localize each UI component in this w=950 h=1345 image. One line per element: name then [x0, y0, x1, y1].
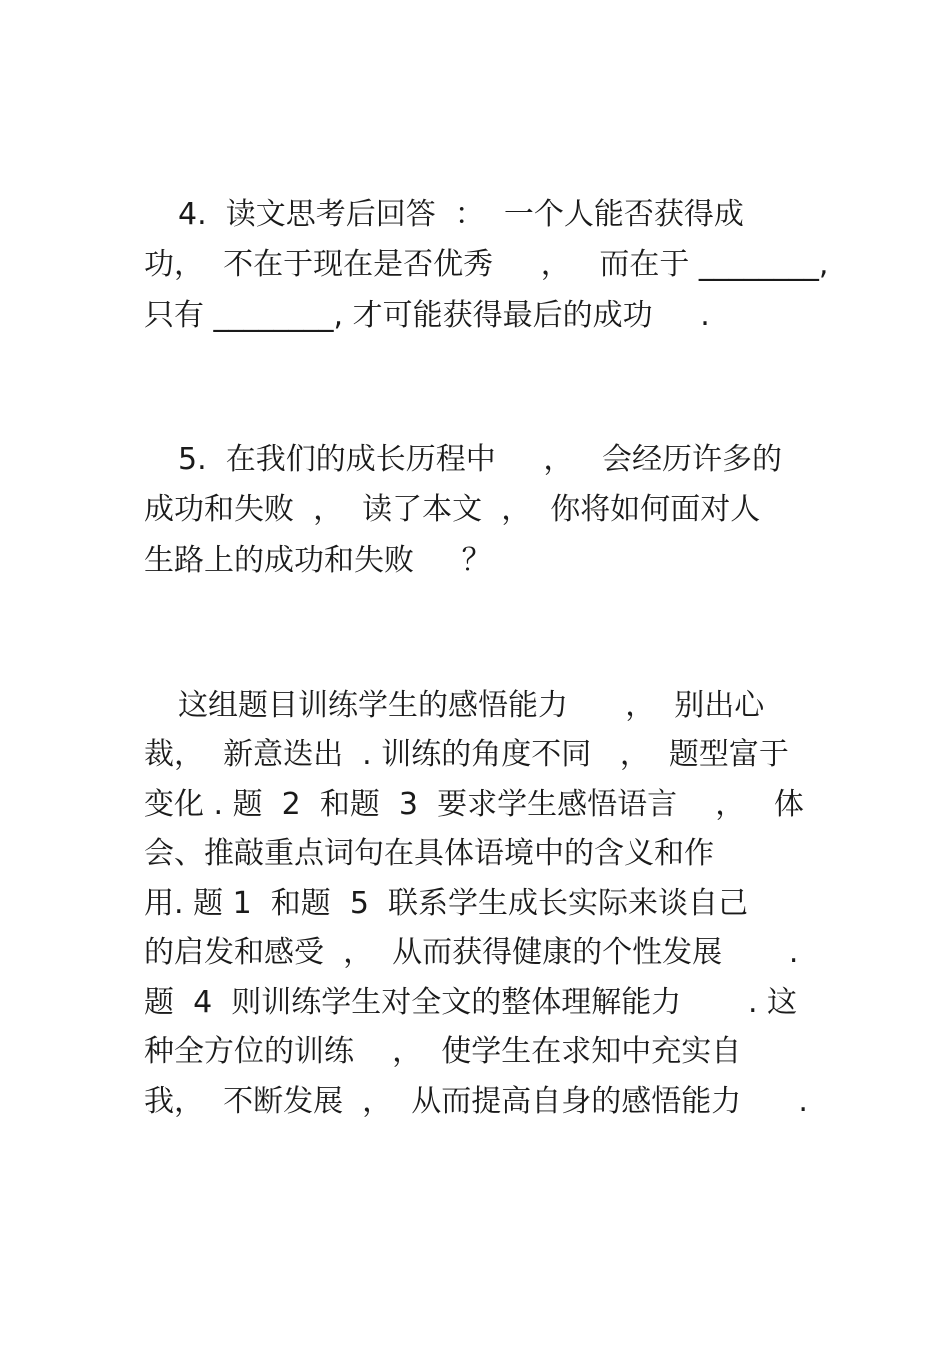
- question-4-line-2: 功， 不在于现在是否优秀 ， 而在于 ________,: [144, 247, 829, 282]
- question-5-line-2: 成功和失败 ， 读了本文 ， 你将如何面对人: [144, 492, 761, 527]
- question-4-line-3: 只有 ________, 才可能获得最后的成功 .: [144, 298, 710, 333]
- commentary-line-4: 会、推敲重点词句在具体语境中的含义和作: [144, 836, 714, 871]
- commentary-line-6: 的启发和感受 ， 从而获得健康的个性发展 .: [144, 935, 799, 970]
- commentary-line-9: 我， 不断发展 ， 从而提高自身的感悟能力 .: [144, 1084, 808, 1119]
- commentary-line-5: 用. 题 1 和题 5 联系学生成长实际来谈自己: [144, 886, 748, 921]
- commentary-line-8: 种全方位的训练 ， 使学生在求知中充实自: [144, 1034, 742, 1069]
- commentary-line-3: 变化 . 题 2 和题 3 要求学生感悟语言 ， 体: [144, 787, 804, 822]
- question-4-line-1: 4. 读文思考后回答 ： 一个人能否获得成: [178, 197, 744, 232]
- question-5-line-3: 生路上的成功和失败 ？: [144, 543, 492, 578]
- commentary-line-2: 裁， 新意迭出 . 训练的角度不同 ， 题型富于: [144, 737, 789, 772]
- commentary-line-1: 这组题目训练学生的感悟能力 ， 别出心: [178, 688, 765, 723]
- question-5-line-1: 5. 在我们的成长历程中 ， 会经历许多的: [178, 442, 782, 477]
- commentary-line-7: 题 4 则训练学生对全文的整体理解能力 . 这: [144, 985, 798, 1020]
